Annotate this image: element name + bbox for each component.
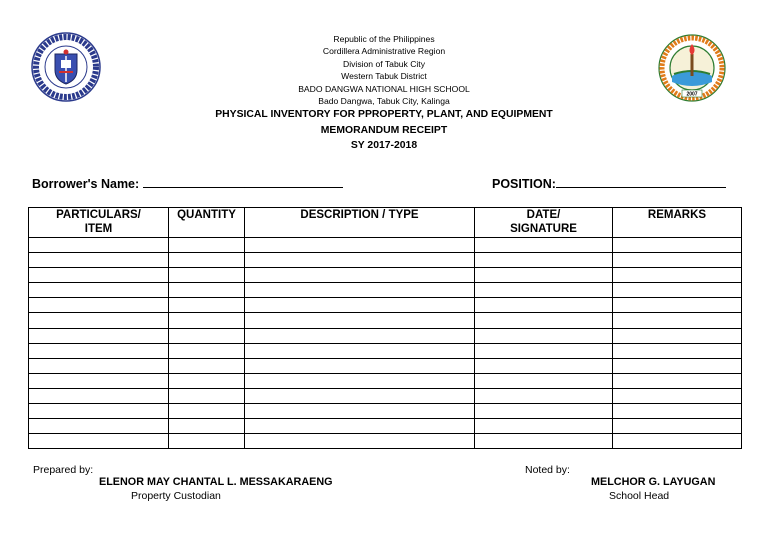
borrower-name-field: [32, 177, 343, 191]
position-label: POSITION:: [492, 177, 556, 191]
table-header-row: [29, 208, 742, 238]
inventory-table: [28, 207, 742, 449]
column-header-quantity: [169, 208, 245, 238]
table-cell[interactable]: [613, 313, 742, 328]
table-cell[interactable]: [475, 373, 613, 388]
table-row: [29, 358, 742, 373]
table-cell[interactable]: [475, 388, 613, 403]
header-division: Division of Tabuk City: [343, 58, 425, 69]
position-field: [492, 177, 726, 191]
table-row: [29, 268, 742, 283]
table-row: [29, 434, 742, 449]
school-seal-icon: [658, 34, 726, 102]
table-cell[interactable]: [475, 253, 613, 268]
table-cell[interactable]: [29, 358, 169, 373]
table-cell[interactable]: [169, 313, 245, 328]
table-cell[interactable]: [475, 419, 613, 434]
table-cell[interactable]: [613, 268, 742, 283]
table-cell[interactable]: [613, 419, 742, 434]
table-row: [29, 238, 742, 253]
table-row: [29, 419, 742, 434]
table-row: [29, 373, 742, 388]
table-row: [29, 388, 742, 403]
table-cell[interactable]: [169, 434, 245, 449]
table-cell[interactable]: [169, 404, 245, 419]
noted-by-name: MELCHOR G. LAYUGAN: [591, 476, 716, 488]
column-header-text: ITEM: [84, 222, 113, 235]
header-region: Cordillera Administrative Region: [322, 46, 446, 57]
deped-seal-icon: [31, 32, 101, 102]
table-cell[interactable]: [475, 404, 613, 419]
table-cell[interactable]: [245, 373, 475, 388]
school-seal-year: 2007: [686, 91, 698, 98]
table-cell[interactable]: [613, 253, 742, 268]
table-cell[interactable]: [475, 328, 613, 343]
table-cell[interactable]: [29, 434, 169, 449]
table-cell[interactable]: [245, 298, 475, 313]
table-cell[interactable]: [613, 434, 742, 449]
table-cell[interactable]: [475, 313, 613, 328]
table-cell[interactable]: [613, 373, 742, 388]
table-cell[interactable]: [245, 343, 475, 358]
table-row: [29, 328, 742, 343]
table-cell[interactable]: [29, 268, 169, 283]
table-cell[interactable]: [245, 328, 475, 343]
table-cell[interactable]: [245, 388, 475, 403]
table-cell[interactable]: [613, 283, 742, 298]
table-cell[interactable]: [169, 343, 245, 358]
column-header-date-signature: [475, 208, 613, 238]
table-cell[interactable]: [29, 343, 169, 358]
table-cell[interactable]: [169, 373, 245, 388]
table-cell[interactable]: [245, 404, 475, 419]
table-cell[interactable]: [613, 388, 742, 403]
table-cell[interactable]: [169, 253, 245, 268]
table-row: [29, 343, 742, 358]
table-cell[interactable]: [475, 434, 613, 449]
table-cell[interactable]: [29, 419, 169, 434]
column-header-description: [245, 208, 475, 238]
table-cell[interactable]: [29, 238, 169, 253]
header-address: Bado Dangwa, Tabuk City, Kalinga: [318, 96, 450, 107]
table-row: [29, 253, 742, 268]
table-cell[interactable]: [475, 238, 613, 253]
column-header-text: SIGNATURE: [510, 222, 577, 235]
table-cell[interactable]: [169, 268, 245, 283]
table-cell[interactable]: [245, 238, 475, 253]
noted-by-label: Noted by:: [525, 464, 570, 476]
table-row: [29, 404, 742, 419]
header-school-name: BADO DANGWA NATIONAL HIGH SCHOOL: [298, 83, 470, 94]
table-cell[interactable]: [613, 404, 742, 419]
table-cell[interactable]: [29, 388, 169, 403]
noted-by-title: School Head: [609, 490, 670, 502]
table-cell[interactable]: [475, 358, 613, 373]
table-cell[interactable]: [245, 283, 475, 298]
column-header-particulars: [29, 208, 169, 238]
column-header-text: REMARKS: [647, 209, 707, 221]
table-cell[interactable]: [613, 238, 742, 253]
table-row: [29, 298, 742, 313]
table-row: [29, 283, 742, 298]
borrower-name-line[interactable]: [143, 177, 343, 188]
table-cell[interactable]: [29, 328, 169, 343]
table-body: [29, 238, 742, 449]
document-subtitle: MEMORANDUM RECEIPT: [320, 124, 448, 136]
document-title: PHYSICAL INVENTORY FOR PPROPERTY, PLANT, AND EQUIPMENT: [215, 109, 553, 121]
table-cell[interactable]: [169, 328, 245, 343]
column-header-text: DATE/: [526, 209, 561, 221]
column-header-text: PARTICULARS/: [56, 209, 141, 221]
table-cell[interactable]: [29, 253, 169, 268]
table-cell[interactable]: [475, 343, 613, 358]
header-district: Western Tabuk District: [341, 71, 427, 82]
table-cell[interactable]: [245, 434, 475, 449]
table-cell[interactable]: [169, 419, 245, 434]
table-cell[interactable]: [475, 268, 613, 283]
column-header-text: DESCRIPTION / TYPE: [300, 209, 419, 221]
table-cell[interactable]: [245, 358, 475, 373]
table-cell[interactable]: [169, 283, 245, 298]
column-header-remarks: [613, 208, 742, 238]
borrower-name-label: Borrower's Name:: [32, 177, 140, 191]
table-cell[interactable]: [475, 298, 613, 313]
table-cell[interactable]: [245, 253, 475, 268]
table-cell[interactable]: [475, 283, 613, 298]
table-cell[interactable]: [29, 298, 169, 313]
prepared-by-title: Property Custodian: [131, 490, 221, 502]
table-row: [29, 313, 742, 328]
prepared-by-label: Prepared by:: [33, 464, 94, 476]
table-cell[interactable]: [613, 298, 742, 313]
table-cell[interactable]: [29, 313, 169, 328]
table-cell[interactable]: [169, 358, 245, 373]
table-cell[interactable]: [29, 283, 169, 298]
table-cell[interactable]: [613, 343, 742, 358]
table-cell[interactable]: [613, 328, 742, 343]
column-header-text: QUANTITY: [177, 209, 236, 221]
prepared-by-name: ELENOR MAY CHANTAL L. MESSAKARAENG: [99, 476, 333, 488]
table-cell[interactable]: [29, 373, 169, 388]
document-header: [150, 33, 618, 154]
table-cell[interactable]: [613, 358, 742, 373]
table-cell[interactable]: [169, 238, 245, 253]
table-cell[interactable]: [245, 419, 475, 434]
table-cell[interactable]: [29, 404, 169, 419]
school-year: SY 2017-2018: [350, 140, 418, 152]
position-line[interactable]: [556, 177, 726, 188]
table-cell[interactable]: [245, 268, 475, 283]
table-cell[interactable]: [245, 313, 475, 328]
table-cell[interactable]: [169, 388, 245, 403]
header-republic: Republic of the Philippines: [333, 34, 435, 44]
table-cell[interactable]: [169, 298, 245, 313]
